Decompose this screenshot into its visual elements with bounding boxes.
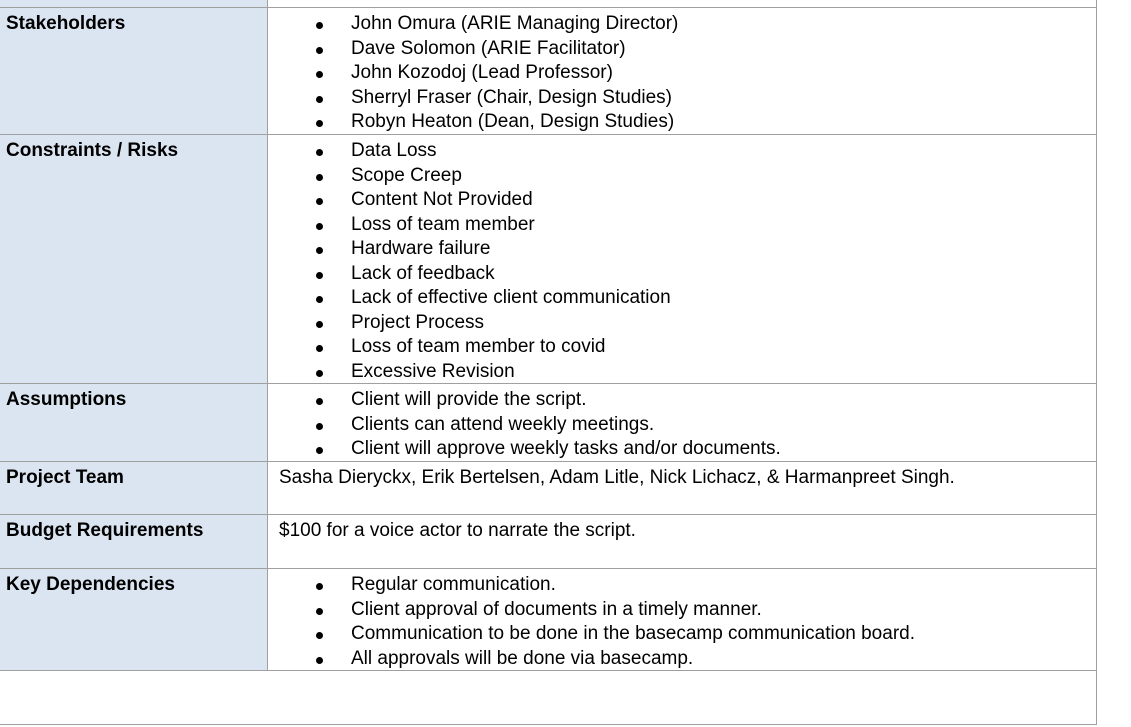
value-cell xyxy=(268,135,1096,383)
list-item: Lack of feedback xyxy=(279,262,1096,287)
table-row-assumptions xyxy=(0,384,1096,462)
value-cell xyxy=(268,8,1096,134)
list-item: John Omura (ARIE Managing Director) xyxy=(279,12,1096,37)
list-item: Hardware failure xyxy=(279,237,1096,262)
list-item: Loss of team member to covid xyxy=(279,335,1096,360)
label-cell xyxy=(0,0,268,7)
bullet-list xyxy=(279,139,1096,384)
value-text: Sasha Dieryckx, Erik Bertelsen, Adam Litle, Nick Lichacz, & Harmanpreet Singh. xyxy=(279,467,955,488)
value-cell xyxy=(268,569,1096,670)
value-cell xyxy=(268,384,1096,461)
list-item: Loss of team member xyxy=(279,213,1096,238)
table-row-top-partial xyxy=(0,0,1096,8)
table-row-team xyxy=(0,462,1096,515)
list-item: Client will approve weekly tasks and/or documents. xyxy=(279,437,1096,462)
list-item: All approvals will be done via basecamp. xyxy=(279,647,1096,672)
table-row-empty xyxy=(0,671,1096,725)
bullet-list xyxy=(279,573,1096,671)
bullet-list xyxy=(279,12,1096,135)
table-row-stakeholders xyxy=(0,8,1096,135)
row-label: Project Team xyxy=(0,462,268,514)
value-text: $100 for a voice actor to narrate the script. xyxy=(279,520,636,541)
list-item: Clients can attend weekly meetings. xyxy=(279,413,1096,438)
list-item: Robyn Heaton (Dean, Design Studies) xyxy=(279,110,1096,135)
list-item: Lack of effective client communication xyxy=(279,286,1096,311)
list-item: Client will provide the script. xyxy=(279,388,1096,413)
bullet-list xyxy=(279,388,1096,462)
row-label: Stakeholders xyxy=(0,8,268,134)
list-item: John Kozodoj (Lead Professor) xyxy=(279,61,1096,86)
row-label: Assumptions xyxy=(0,384,268,461)
row-label: Key Dependencies xyxy=(0,569,268,670)
list-item: Data Loss xyxy=(279,139,1096,164)
table-row-dependencies xyxy=(0,569,1096,671)
list-item: Dave Solomon (ARIE Facilitator) xyxy=(279,37,1096,62)
table-row-constraints xyxy=(0,135,1096,384)
list-item: Regular communication. xyxy=(279,573,1096,598)
row-label: Budget Requirements xyxy=(0,515,268,568)
list-item: Project Process xyxy=(279,311,1096,336)
list-item: Sherryl Fraser (Chair, Design Studies) xyxy=(279,86,1096,111)
list-item: Content Not Provided xyxy=(279,188,1096,213)
list-item: Scope Creep xyxy=(279,164,1096,189)
list-item: Excessive Revision xyxy=(279,360,1096,385)
value-cell xyxy=(268,0,1096,7)
list-item: Communication to be done in the basecamp communication board. xyxy=(279,622,1096,647)
row-label: Constraints / Risks xyxy=(0,135,268,383)
table-row-budget xyxy=(0,515,1096,569)
list-item: Client approval of documents in a timely manner. xyxy=(279,598,1096,623)
